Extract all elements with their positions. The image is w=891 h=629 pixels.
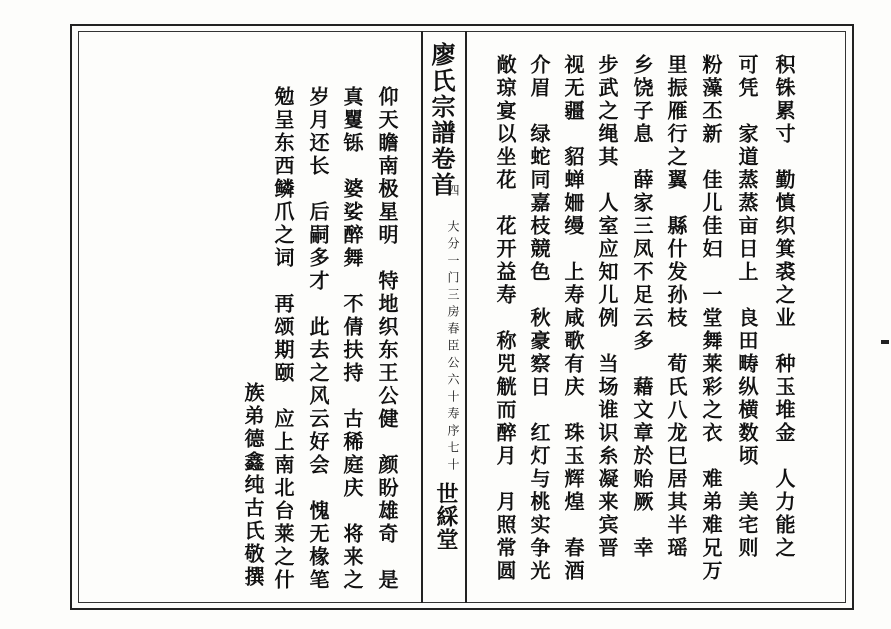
text-column-r9: 敞琼宴以坐花 花开益寿 称兕觥而醉月 月照常圆 <box>493 54 517 583</box>
text-column-r4: 里振雁行之翼 縣什发孙枝 荀氏八龙巳居其半瑶 <box>664 54 688 560</box>
text-column-l2: 真矍铄 婆娑醉舞 不倩扶持 古稀庭庆 将来之 <box>340 86 364 592</box>
text-column-r2: 可凭 家道蒸蒸亩日上 良田畴纵横数顷 美宅则 <box>735 54 759 560</box>
edge-mark <box>881 340 889 344</box>
document-title: 廖氏宗譜卷首 <box>427 42 456 198</box>
text-column-r5: 乡饶子息 薛家三凤不足云多 藉文章於贻厥 幸 <box>630 54 654 560</box>
text-column-l4: 勉呈东西鳞爪之词 再颂期颐 应上南北台莱之什 <box>271 86 295 592</box>
text-column-r8: 介眉 绿蛇同嘉枝競色 秋豪察日 红灯与桃实争光 <box>527 54 551 583</box>
text-column-l1: 仰天瞻南极星明 特地织东王公健 颜盼雄奇 是 <box>375 86 399 592</box>
text-column-r1: 积铢累寸 勤慎织箕裘之业 种玉堆金 人力能之 <box>772 54 796 560</box>
text-column-r7: 视无疆 貂蝉姍缦 上寿咸歌有庆 珠玉辉煌 春酒 <box>561 54 585 583</box>
author-signature: 族弟德鑫纯古氏敬撰 <box>241 382 265 589</box>
hall-name: 世綵堂 <box>433 482 459 551</box>
text-column-r6: 步武之绳其 人室应知儿例 当场谁识糸凝来宾晋 <box>595 54 619 560</box>
text-column-r3: 粉藻丕新 佳儿佳妇 一堂舞莱彩之衣 难弟难兄万 <box>699 54 723 583</box>
chapter-subtitle: 四 大分一门三房春臣公六十寿序七十 <box>446 184 460 475</box>
text-column-l3: 岁月还长 后嗣多才 此去之风云好会 愧无椽笔 <box>306 86 330 592</box>
